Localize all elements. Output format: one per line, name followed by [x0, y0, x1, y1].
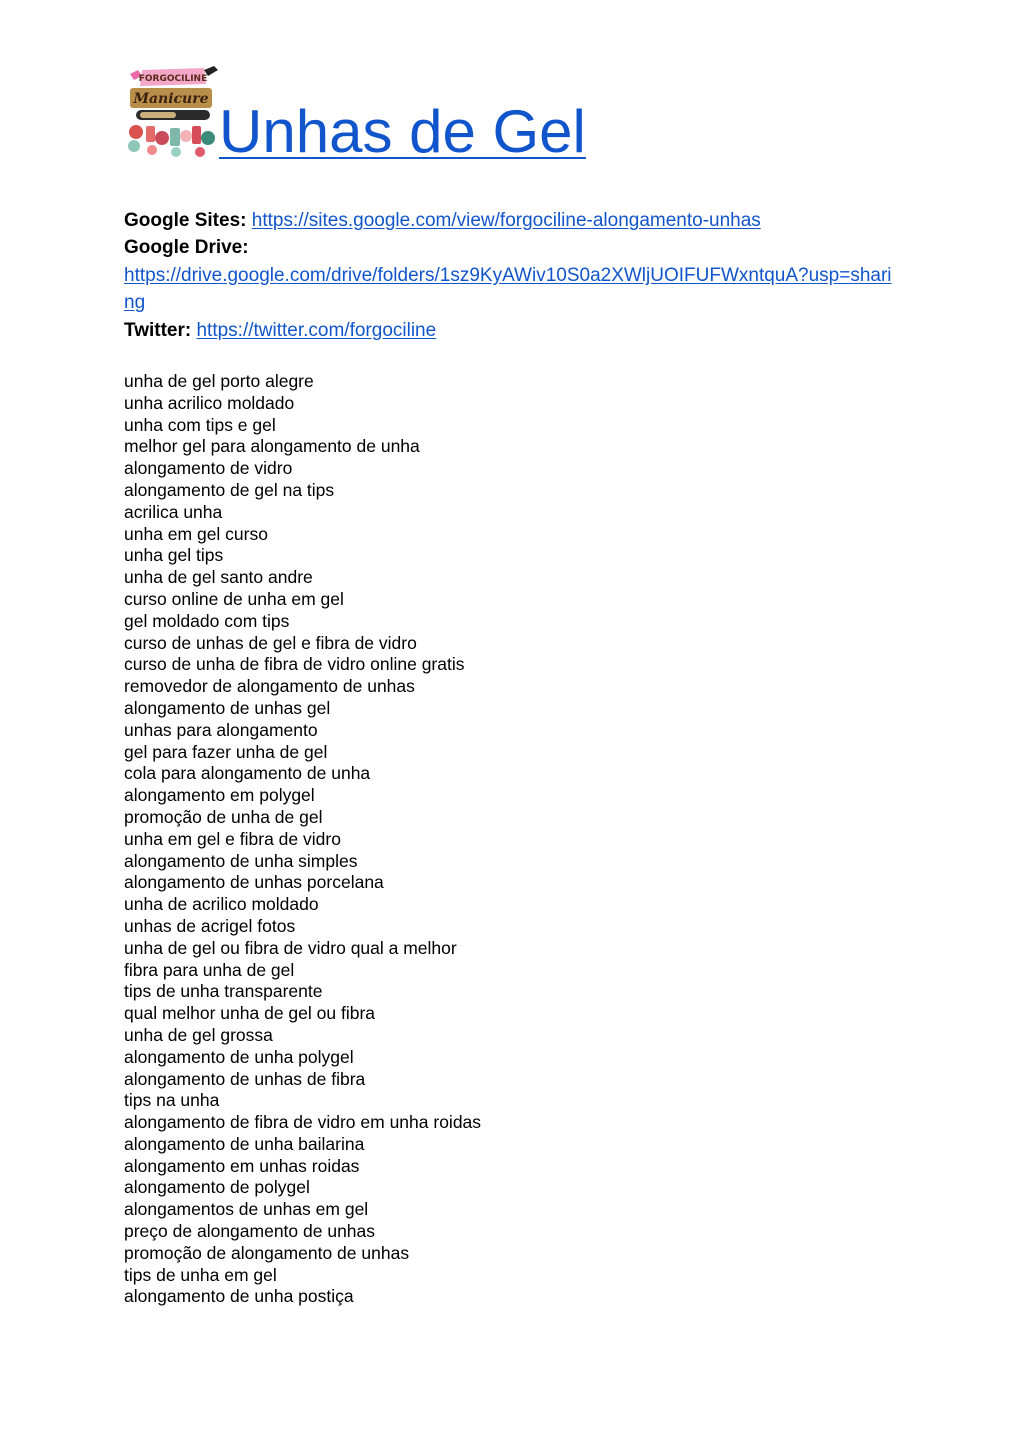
google-sites-line [124, 207, 904, 234]
twitter-label: Twitter: [124, 319, 192, 341]
keyword-item: alongamento de unhas porcelana [124, 872, 384, 893]
keyword-item: unha com tips e gel [124, 414, 276, 435]
keyword-item: tips de unha em gel [124, 1264, 277, 1285]
keyword-item: unha de gel porto alegre [124, 371, 314, 391]
keyword-item: unhas para alongamento [124, 719, 318, 740]
keyword-item: alongamento de polygel [124, 1177, 310, 1198]
keyword-item: fibra para unha de gel [124, 959, 295, 980]
keyword-item: qual melhor unha de gel ou fibra [124, 1003, 376, 1024]
keyword-item: alongamento de unha bailarina [124, 1133, 365, 1154]
keyword-item: gel para fazer unha de gel [124, 741, 328, 762]
keyword-item: curso de unhas de gel e fibra de vidro [124, 632, 417, 653]
keyword-item: unhas de acrigel fotos [124, 915, 296, 936]
keyword-item: unha de gel santo andre [124, 567, 313, 588]
keyword-item: alongamento de gel na tips [124, 479, 335, 500]
links-section [124, 207, 904, 344]
keyword-item: promoção de unha de gel [124, 806, 323, 827]
keyword-item: acrilica unha [124, 501, 223, 522]
keyword-item: gel moldado com tips [124, 610, 290, 631]
keyword-item: alongamento de unha polygel [124, 1046, 354, 1067]
keyword-item: alongamento de unha simples [124, 850, 358, 871]
keyword-item: alongamento de vidro [124, 458, 293, 479]
keyword-item: alongamento em polygel [124, 785, 315, 806]
logo-text-top: FORGOCILINE [138, 74, 208, 84]
keyword-item: alongamento em unhas roidas [124, 1155, 360, 1176]
keyword-item: alongamento de unhas de fibra [124, 1068, 366, 1089]
keyword-item: alongamento de unhas gel [124, 697, 331, 718]
keyword-item: unha em gel e fibra de vidro [124, 828, 341, 849]
keyword-item: cola para alongamento de unha [124, 763, 371, 784]
keyword-list [124, 371, 481, 1308]
keyword-item: tips de unha transparente [124, 981, 323, 1002]
keyword-item: alongamento de fibra de vidro em unha roidas [124, 1112, 482, 1133]
keyword-item: unha de gel grossa [124, 1024, 273, 1045]
keyword-item: promoção de alongamento de unhas [124, 1242, 410, 1263]
keyword-item: unha de gel ou fibra de vidro qual a melhor [124, 937, 457, 958]
page-title-link[interactable]: Unhas de Gel [219, 98, 586, 165]
keyword-item: alongamento de unha postiça [124, 1286, 354, 1307]
keyword-item: preço de alongamento de unhas [124, 1221, 376, 1242]
forgociline-manicure-logo [124, 66, 220, 160]
logo-text-bottom: Manicure [133, 91, 209, 107]
keyword-item: alongamentos de unhas em gel [124, 1199, 369, 1220]
keyword-item: tips na unha [124, 1090, 220, 1111]
keyword-item: curso de unha de fibra de vidro online gratis [124, 654, 465, 675]
twitter-link[interactable]: https://twitter.com/forgociline [196, 319, 437, 341]
google-drive-link[interactable]: https://drive.google.com/drive/folders/1sz9KyAWiv10S0a2XWljUOIFUFWxntquA?usp=sharing [124, 264, 892, 314]
keyword-item: curso online de unha em gel [124, 588, 344, 609]
google-sites-label: Google Sites: [124, 210, 247, 231]
keyword-item: removedor de alongamento de unhas [124, 676, 415, 697]
keyword-item: unha acrilico moldado [124, 392, 295, 413]
keyword-item: melhor gel para alongamento de unha [124, 436, 420, 457]
keyword-item: unha em gel curso [124, 523, 268, 544]
google-sites-link[interactable]: https://sites.google.com/view/forgociline-alongamento-unhas [251, 210, 761, 231]
google-drive-line [124, 234, 904, 316]
keyword-item: unha gel tips [124, 545, 224, 566]
google-drive-label: Google Drive: [124, 237, 249, 259]
twitter-line [124, 317, 904, 344]
keyword-item: unha de acrilico moldado [124, 894, 319, 915]
